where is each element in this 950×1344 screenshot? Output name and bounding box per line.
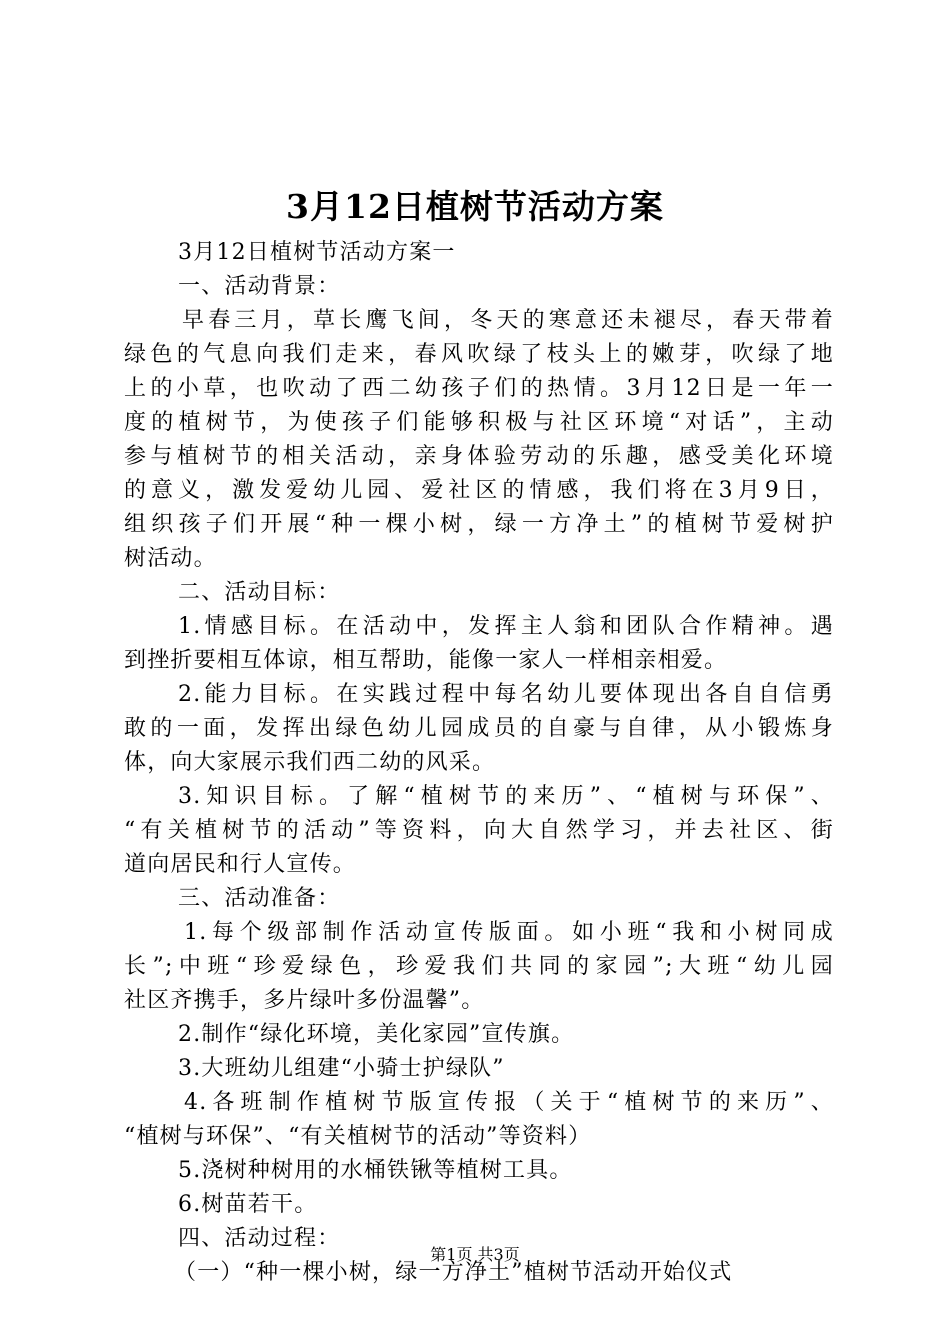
paragraph-line: 的意义，激发爱幼儿园、爱社区的情感，我们将在3月9日， [124,478,834,503]
paragraph-line: 社区齐携手，多片绿叶多份温馨”。 [124,988,485,1013]
paragraph-line: 2.能力目标。在实践过程中每名幼儿要体现出各自自信勇 [178,682,834,707]
list-item: 5.浇树种树用的水桶铁锹等植树工具。 [178,1158,573,1183]
paragraph-line: 上的小草，也吹动了西二幼孩子们的热情。3月12日是一年一 [124,376,834,401]
paragraph-line: “有关植树节的活动”等资料，向大自然学习，并去社区、街 [124,818,834,843]
paragraph-line: 1.每个级部制作活动宣传版面。如小班“我和小树同成 [184,920,834,945]
section-heading-background: 一、活动背景： [178,274,341,299]
document-body [124,236,834,1290]
paragraph-line: 组织孩子们开展“种一棵小树，绿一方净土”的植树节爱树护 [124,512,834,537]
list-item: 4.各班制作植树节版宣传报（关于“植树节的来历”、 [184,1090,834,1115]
paragraph-line: 到挫折要相互体谅，相互帮助，能像一家人一样相亲相爱。 [124,648,728,673]
paragraph-line: 绿色的气息向我们走来，春风吹绿了枝头上的嫩芽，吹绿了地 [124,342,834,367]
paragraph-line: 参与植树节的相关活动，亲身体验劳动的乐趣，感受美化环境 [124,444,834,469]
paragraph-line: 1.情感目标。在活动中，发挥主人翁和团队合作精神。遇 [178,614,834,639]
list-item: “植树与环保”、“有关植树节的活动”等资料） [124,1124,592,1149]
section-heading-goals: 二、活动目标： [178,580,341,605]
section-heading-preparation: 三、活动准备： [178,886,341,911]
paragraph-line: 体，向大家展示我们西二幼的风采。 [124,750,496,775]
paragraph-line: 3.知识目标。了解“植树节的来历”、“植树与环保”、 [178,784,834,809]
document-title: 3月12日植树节活动方案 [286,187,664,226]
paragraph-line: 度的植树节，为使孩子们能够积极与社区环境“对话”，主动 [124,410,834,435]
list-item: 3.大班幼儿组建“小骑士护绿队” [178,1056,505,1081]
page-footer: 第1页 共3页 [430,1245,520,1264]
paragraph-line: 树活动。 [124,546,217,571]
list-item: 6.树苗若干。 [178,1192,318,1217]
paragraph-line: 长”;中班“珍爱绿色，珍爱我们共同的家园”;大班“幼儿园 [124,954,834,979]
section-heading-process: 四、活动过程： [178,1226,341,1251]
paragraph-line: 早春三月，草长鹰飞间，冬天的寒意还未褪尽，春天带着 [182,308,834,333]
list-item: 2.制作“绿化环境，美化家园”宣传旗。 [178,1022,575,1047]
paragraph-line: 敢的一面，发挥出绿色幼儿园成员的自豪与自律，从小锻炼身 [124,716,834,741]
subtitle-line: 3月12日植树节活动方案一 [178,240,456,265]
paragraph-line: 道向居民和行人宣传。 [124,852,357,877]
subsection-heading: （一）“种一棵小树，绿一方净土”植树节活动开始仪式 [174,1260,733,1285]
